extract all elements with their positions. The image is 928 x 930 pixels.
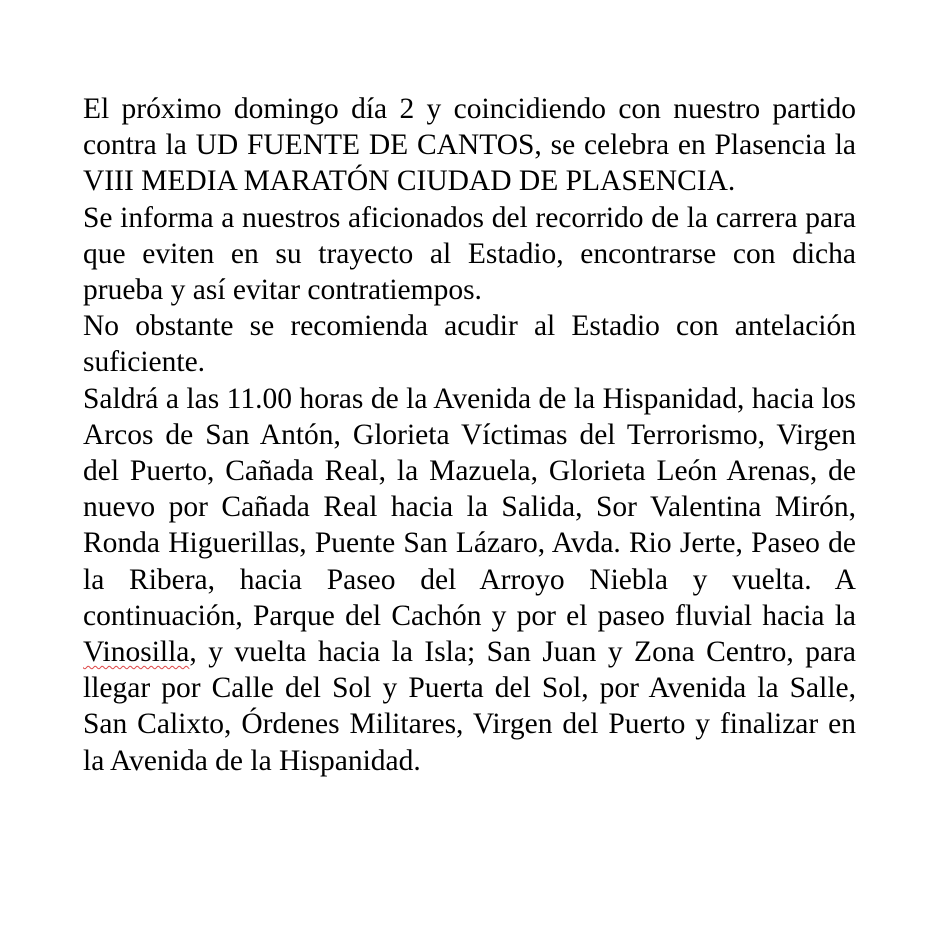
paragraph-notice: Se informa a nuestros aficionados del recorrido de la carrera para que eviten en su trayecto al Estadio, encontrarse con dicha prueba y así evitar contratiempos. bbox=[83, 201, 856, 307]
route-text-start: Saldrá a las 11.00 horas de la Avenida de la Hispanidad, hacia los Arcos de San Antón, Glorieta Víctimas del Terrorismo, Virgen del Puerto, Cañada Real, la Mazuela, Glorieta León Arenas, de nuevo por Cañada Real hacia la Salida, Sor Valentina Mirón, Ronda Higuerillas, Puente San Lázaro, Avda. Rio Jerte, Paseo de la Ribera, hacia Paseo del Arroyo Niebla y vuelta. A continuación, Parque del Cachón y por el paseo fluvial hacia la bbox=[83, 382, 856, 632]
paragraph-announcement: El próximo domingo día 2 y coincidiendo con nuestro partido contra la UD FUENTE DE CANTOS, se celebra en Plasencia la VIII MEDIA MARATÓN CIUDAD DE PLASENCIA. bbox=[83, 93, 856, 198]
paragraph-route bbox=[83, 381, 856, 779]
paragraph-recommendation: No obstante se recomienda acudir al Estadio con antelación suficiente. bbox=[83, 310, 856, 379]
document-body bbox=[83, 91, 856, 779]
spellcheck-flagged-word: Vinosilla bbox=[83, 636, 190, 669]
route-text-end: , y vuelta hacia la Isla; San Juan y Zona Centro, para llegar por Calle del Sol y Puerta del Sol, por Avenida la Salle, San Calixto, Órdenes Militares, Virgen del Puerto y finalizar en la Avenida de la Hispanidad. bbox=[83, 636, 856, 777]
